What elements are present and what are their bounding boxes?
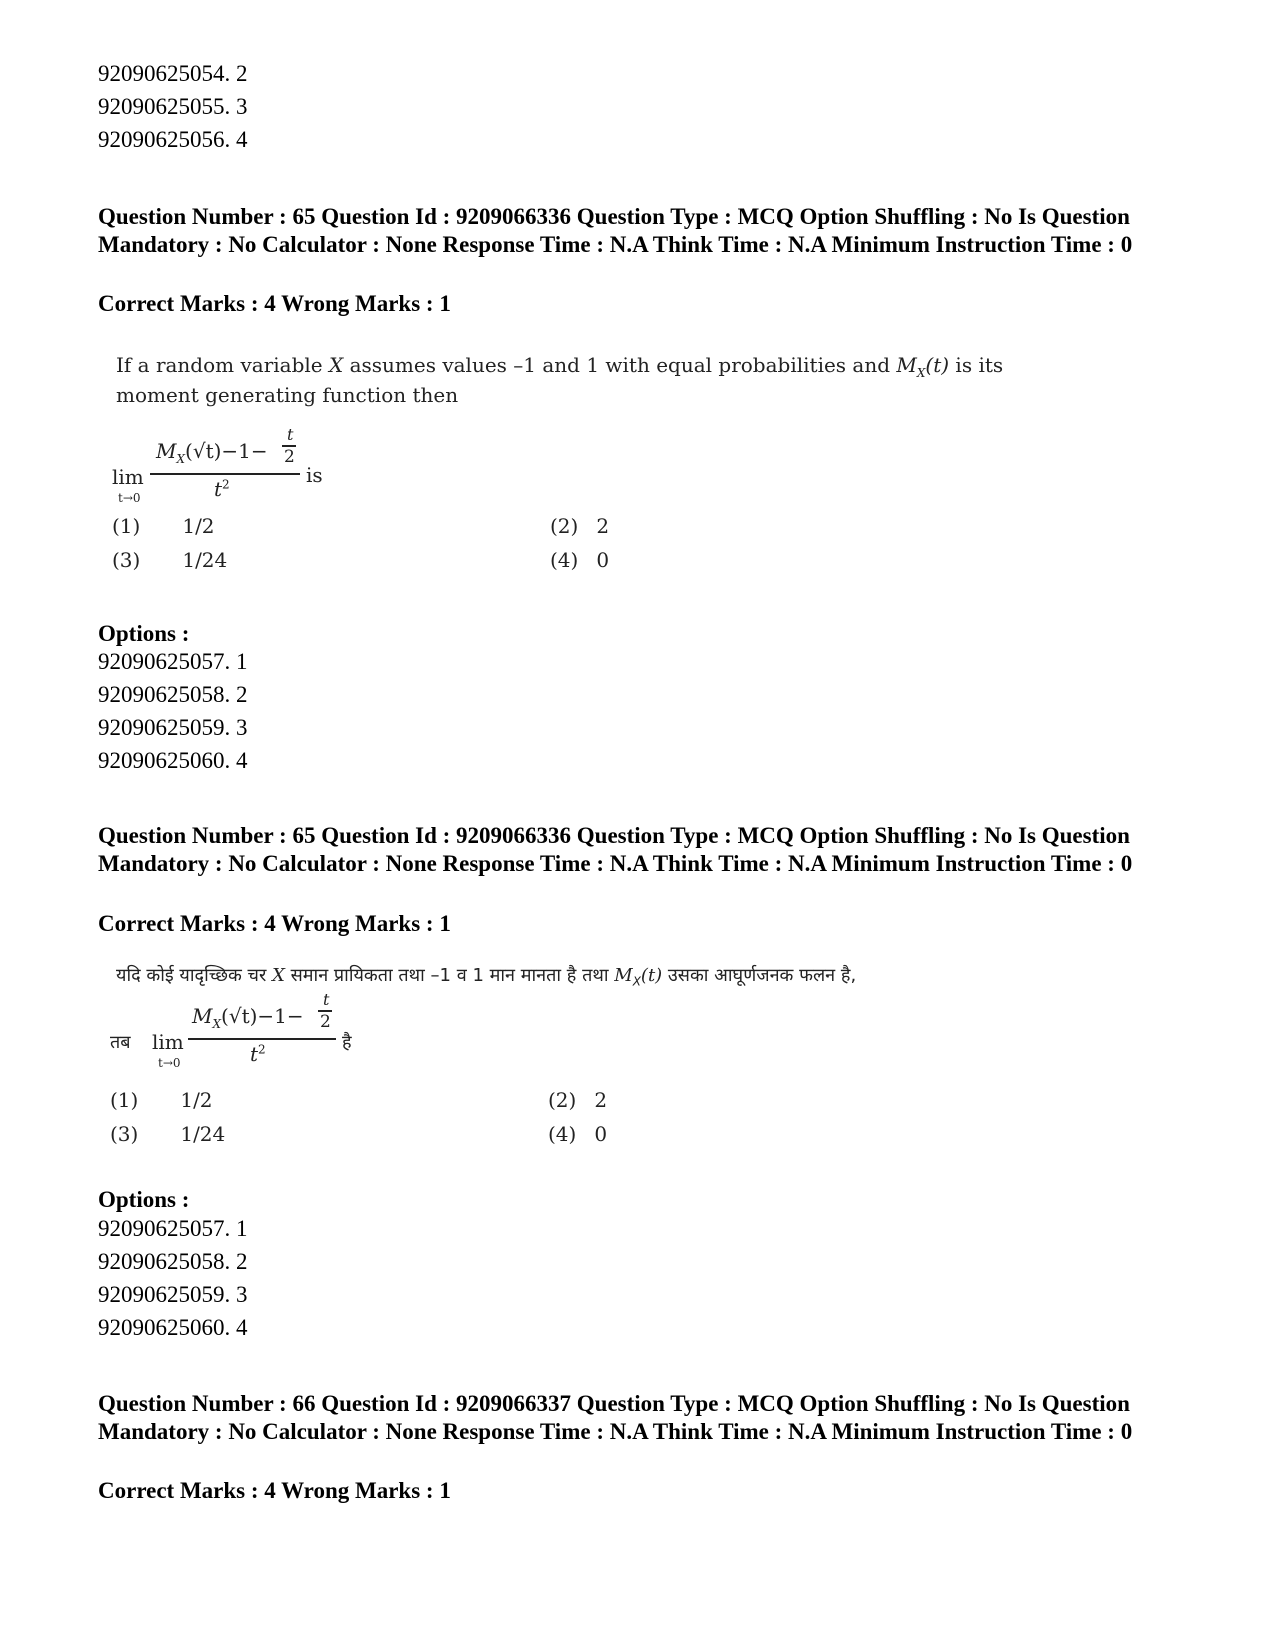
option-line: 92090625056. 4 — [98, 127, 248, 152]
option-id: 92090625060 — [98, 1315, 225, 1340]
stem-text: If a random variable — [116, 353, 329, 377]
limit-suffix: is — [306, 463, 323, 487]
numerator-text: (√t)−1− — [221, 1004, 304, 1028]
option-id: 92090625060 — [98, 748, 225, 773]
option-value: 3 — [236, 1282, 248, 1307]
option-value: 3 — [236, 94, 248, 119]
stem-text: assumes values –1 and 1 with equal probabilities and — [343, 353, 897, 377]
choice-value: 1/24 — [182, 548, 228, 572]
option-value: 1 — [236, 649, 248, 674]
choice-value: 1/2 — [180, 1088, 213, 1112]
stem-text: is its — [949, 353, 1004, 377]
inner-fraction-denominator: 2 — [284, 447, 295, 467]
choice-3 — [112, 548, 227, 572]
lim-text: lim — [112, 465, 144, 489]
option-line: 92090625060. 4 — [98, 748, 248, 773]
choice-number: (4) — [550, 548, 579, 572]
mgf-symbol: M — [156, 439, 177, 463]
choice-1 — [112, 514, 215, 538]
option-line: 92090625058. 2 — [98, 1249, 248, 1274]
option-id: 92090625058 — [98, 682, 225, 707]
fraction-bar — [150, 473, 300, 475]
option-value: 2 — [236, 1249, 248, 1274]
denominator-exponent: 2 — [258, 1042, 266, 1057]
option-value: 4 — [236, 748, 248, 773]
choice-3 — [110, 1122, 225, 1146]
lim-subscript: t→0 — [158, 1056, 181, 1070]
limit-expression — [110, 990, 410, 1070]
choice-value: 0 — [596, 548, 610, 572]
option-id: 92090625059 — [98, 715, 225, 740]
mgf-subscript: X — [632, 974, 641, 989]
limit-suffix: है — [342, 1032, 352, 1053]
choice-2 — [548, 1088, 607, 1112]
choice-value: 0 — [594, 1122, 608, 1146]
question-image-hindi — [110, 960, 1070, 1180]
fraction-denominator — [214, 477, 230, 501]
options-label: Options : — [98, 1187, 190, 1212]
stem-text: समान प्रायिकता तथा –1 व 1 मान मानता है तथा — [284, 965, 615, 986]
choice-value: 1/24 — [180, 1122, 226, 1146]
question-meta: Question Number : 65 Question Id : 9209066336 Question Type : MCQ Option Shuffling : No Is Question Mandatory : No Calculator : None Response Time : N.A Think Time : N.A Minimum Instruction Time : 0 — [98, 823, 1133, 876]
choice-number: (4) — [548, 1122, 577, 1146]
option-line: 92090625059. 3 — [98, 715, 248, 740]
question-marks: Correct Marks : 4 Wrong Marks : 1 — [98, 291, 451, 316]
choice-1 — [110, 1088, 213, 1112]
choice-4 — [550, 548, 609, 572]
mgf-symbol: M — [192, 1004, 213, 1028]
option-line: 92090625055. 3 — [98, 94, 248, 119]
fraction-denominator — [250, 1042, 266, 1066]
choice-4 — [548, 1122, 607, 1146]
mgf-subscript: X — [212, 1017, 222, 1031]
inner-fraction-numerator: t — [323, 990, 330, 1009]
option-line: 92090625060. 4 — [98, 1315, 248, 1340]
choice-number: (2) — [550, 514, 579, 538]
choice-value: 2 — [594, 1088, 608, 1112]
option-line: 92090625057. 1 — [98, 1216, 248, 1241]
question-image-english — [110, 350, 1070, 595]
mgf-arg: (t) — [640, 965, 663, 986]
variable-x: X — [328, 353, 344, 377]
stem-text: यदि कोई यादृच्छिक चर — [116, 965, 273, 986]
inner-fraction-denominator: 2 — [320, 1012, 331, 1032]
fraction-numerator — [192, 1004, 304, 1031]
choice-value: 2 — [596, 514, 610, 538]
mgf-symbol: M — [896, 353, 917, 377]
option-line: 92090625054. 2 — [98, 61, 248, 86]
mgf-subscript: X — [916, 366, 926, 380]
numerator-text: (√t)−1− — [185, 439, 268, 463]
choice-number: (3) — [110, 1122, 139, 1146]
denominator-base: t — [250, 1042, 259, 1066]
stem-text: उसका आघूर्णजनक फलन है, — [662, 965, 857, 986]
option-id: 92090625056 — [98, 127, 225, 152]
mgf-subscript: X — [176, 452, 186, 466]
fraction-bar — [188, 1038, 336, 1040]
option-id: 92090625057 — [98, 1216, 225, 1241]
choice-number: (3) — [112, 548, 141, 572]
lim-text: lim — [152, 1030, 184, 1054]
limit-expression — [112, 425, 352, 505]
choice-2 — [550, 514, 609, 538]
option-id: 92090625059 — [98, 1282, 225, 1307]
question-marks: Correct Marks : 4 Wrong Marks : 1 — [98, 911, 451, 936]
question-meta: Question Number : 66 Question Id : 9209066337 Question Type : MCQ Option Shuffling : No Is Question Mandatory : No Calculator : None Response Time : N.A Think Time : N.A Minimum Instruction Time : 0 — [98, 1391, 1133, 1444]
mgf-symbol: M — [614, 965, 633, 986]
option-id: 92090625055 — [98, 94, 225, 119]
option-value: 1 — [236, 1216, 248, 1241]
mgf-arg: (t) — [925, 353, 950, 377]
question-meta: Question Number : 65 Question Id : 9209066336 Question Type : MCQ Option Shuffling : No Is Question Mandatory : No Calculator : None Response Time : N.A Think Time : N.A Minimum Instruction Time : 0 — [98, 204, 1133, 257]
option-value: 2 — [236, 61, 248, 86]
choice-number: (1) — [110, 1088, 139, 1112]
option-line: 92090625057. 1 — [98, 649, 248, 674]
limit-prefix: तब — [110, 1032, 131, 1053]
inner-fraction-numerator: t — [287, 425, 294, 444]
question-marks: Correct Marks : 4 Wrong Marks : 1 — [98, 1478, 451, 1503]
option-value: 3 — [236, 715, 248, 740]
option-value: 4 — [236, 127, 248, 152]
option-value: 2 — [236, 682, 248, 707]
option-id: 92090625058 — [98, 1249, 225, 1274]
lim-subscript: t→0 — [118, 491, 141, 505]
choice-number: (1) — [112, 514, 141, 538]
option-value: 4 — [236, 1315, 248, 1340]
option-id: 92090625054 — [98, 61, 225, 86]
options-label: Options : — [98, 621, 190, 646]
question-stem-line-2: moment generating function then — [116, 383, 459, 407]
option-id: 92090625057 — [98, 649, 225, 674]
option-line: 92090625058. 2 — [98, 682, 248, 707]
denominator-exponent: 2 — [222, 477, 230, 492]
choice-number: (2) — [548, 1088, 577, 1112]
fraction-numerator — [156, 439, 268, 466]
denominator-base: t — [214, 477, 223, 501]
option-line: 92090625059. 3 — [98, 1282, 248, 1307]
variable-x: X — [272, 965, 285, 986]
choice-value: 1/2 — [182, 514, 215, 538]
